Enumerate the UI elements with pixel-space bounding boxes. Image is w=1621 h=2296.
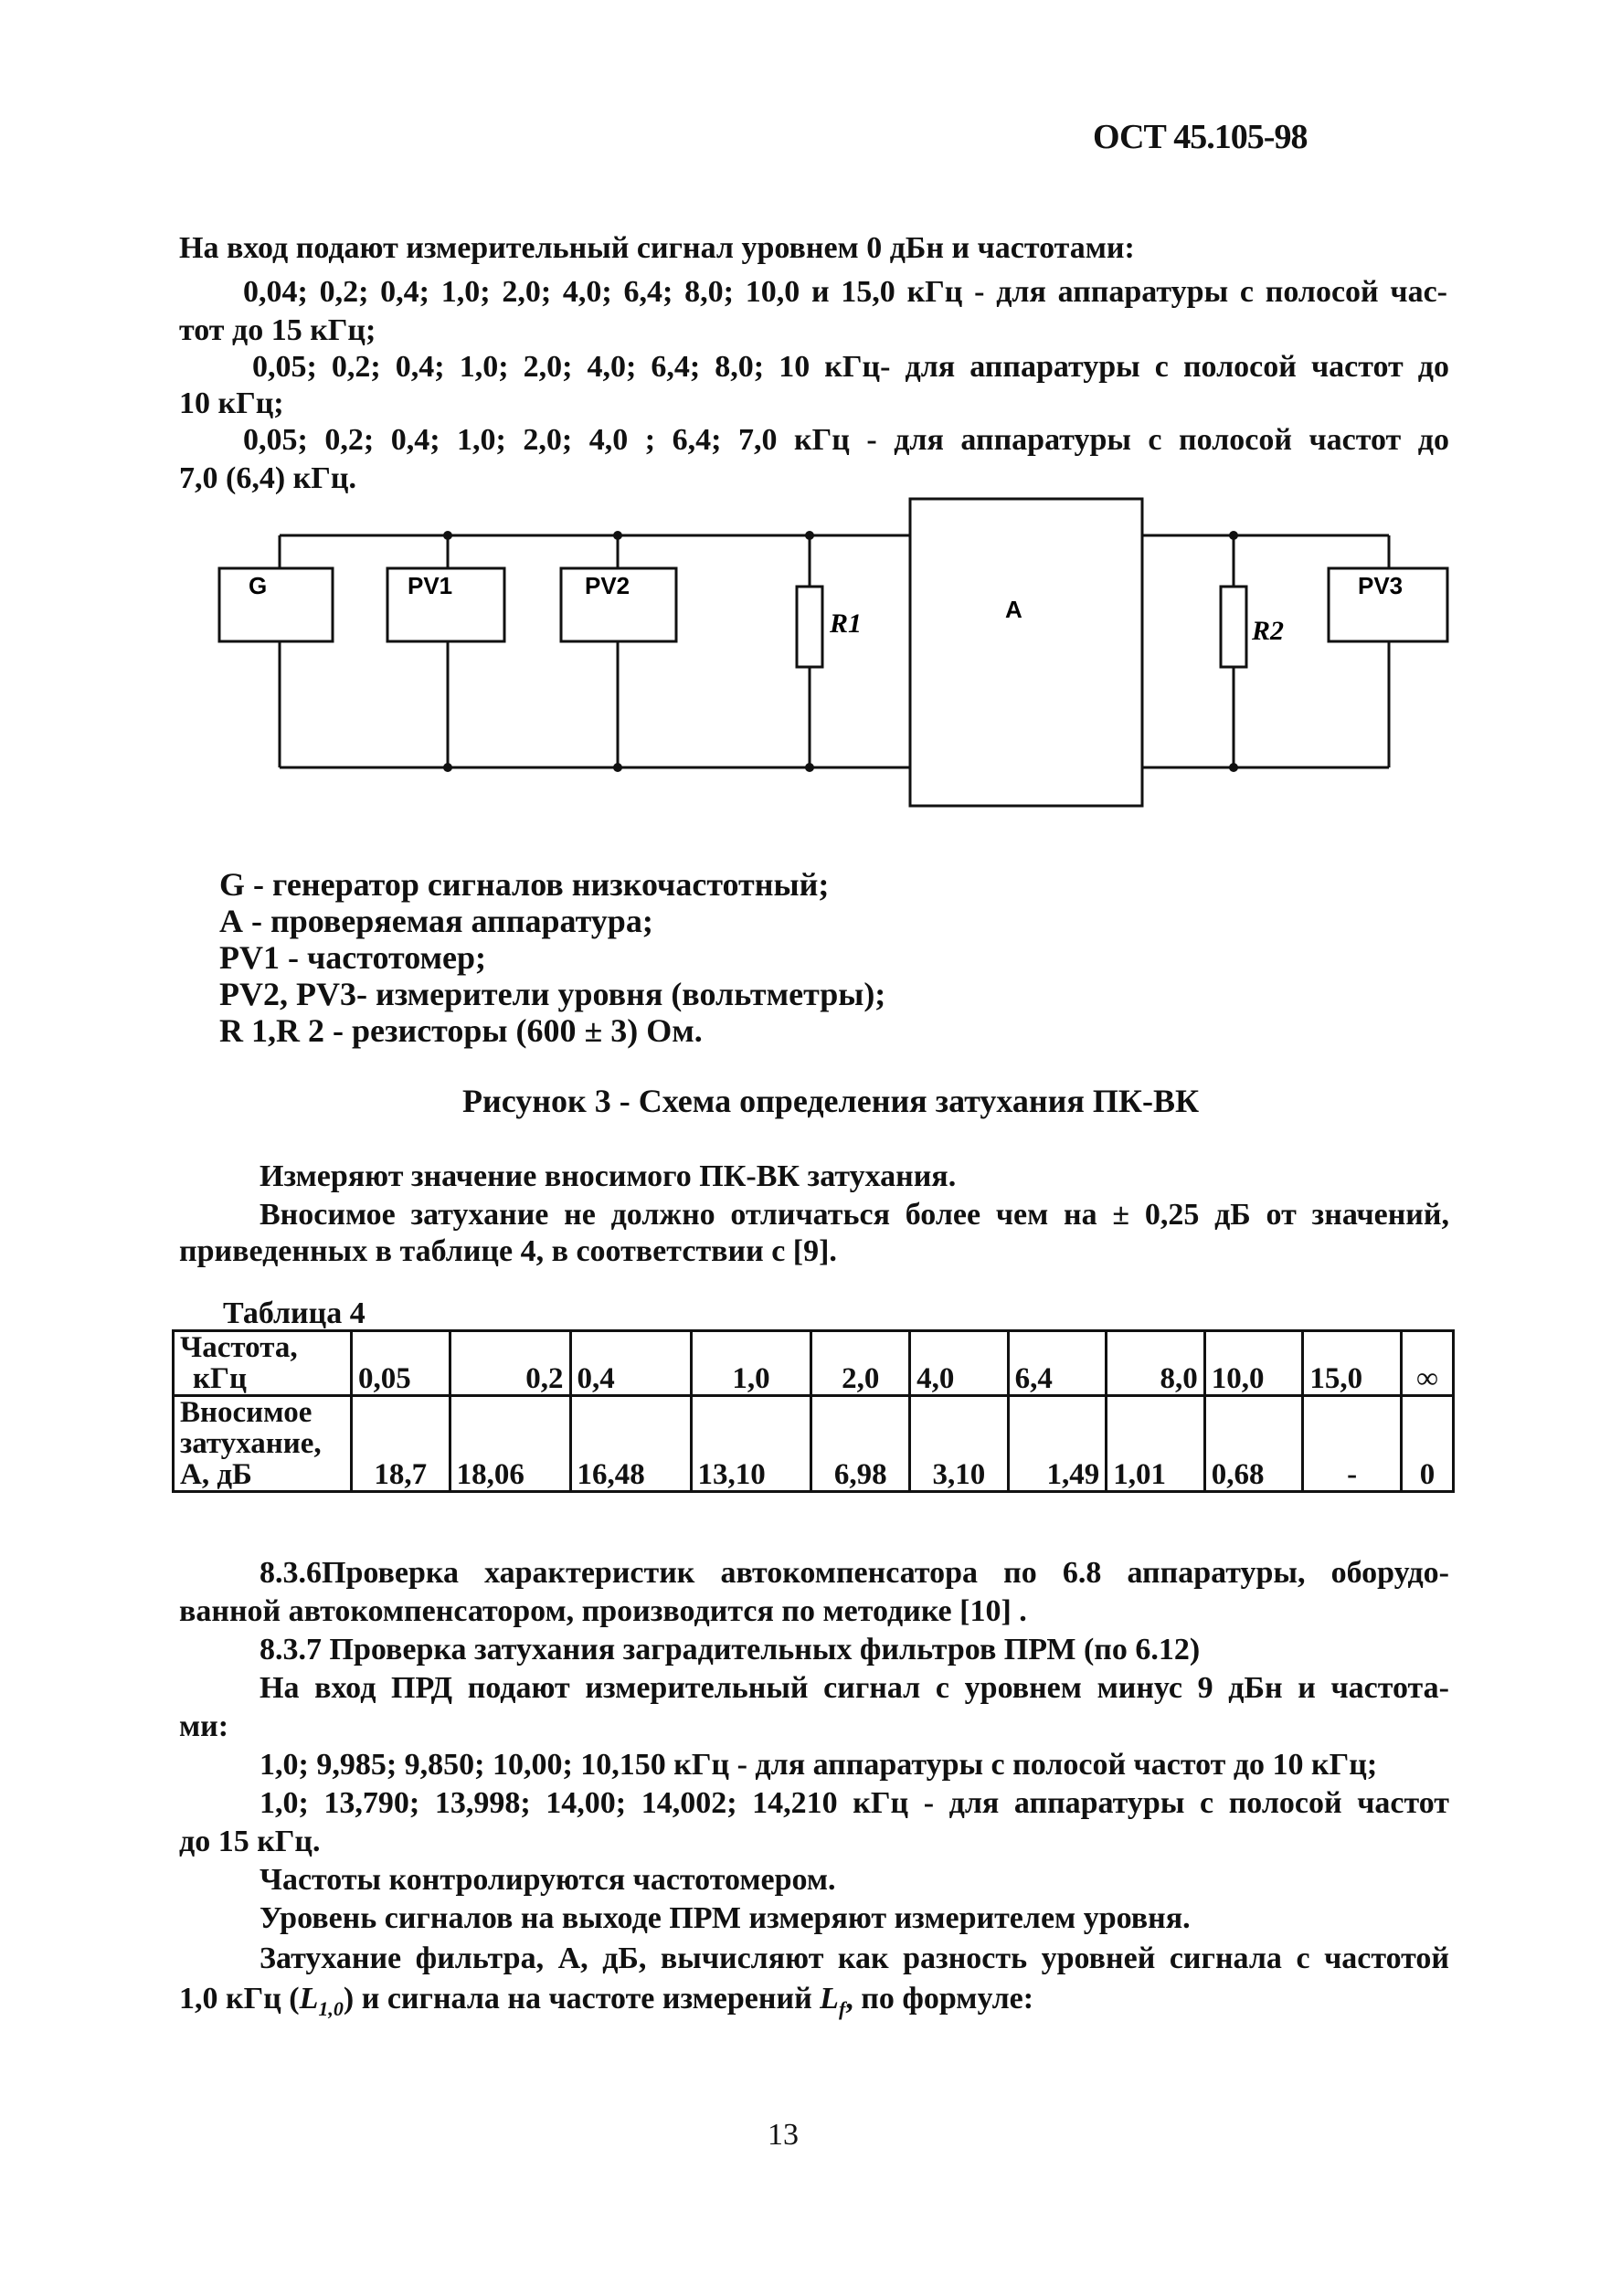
calc-line-cont bbox=[179, 1981, 1033, 2027]
document-code: ОСТ 45.105-98 bbox=[1093, 118, 1308, 156]
table-cell: 13,10 bbox=[691, 1396, 811, 1492]
freq-list-7-cont: 7,0 (6,4) кГц. bbox=[179, 461, 356, 495]
freq-list-15: 0,04; 0,2; 0,4; 1,0; 2,0; 4,0; 6,4; 8,0; 10,0 и 15,0 кГц - для аппаратуры с полосой час- bbox=[243, 275, 1447, 309]
section-836: 8.3.6Проверка характеристик автокомпенсатора по 6.8 аппаратуры, оборудо- bbox=[260, 1556, 1449, 1590]
tolerance-line: Вносимое затухание не должно отличаться более чем на ± 0,25 дБ от значений, bbox=[260, 1198, 1449, 1232]
junction-dot bbox=[1229, 763, 1238, 772]
calc-text: , по формуле: bbox=[845, 1982, 1034, 2016]
resistor-r1 bbox=[797, 587, 822, 667]
table-cell: 16,48 bbox=[570, 1396, 691, 1492]
resistor-r2 bbox=[1221, 587, 1246, 667]
calc-line: Затухание фильтра, А, дБ, вычисляют как разность уровней сигнала с частотой bbox=[260, 1942, 1449, 1975]
resistor-r2-label: R2 bbox=[1252, 616, 1285, 646]
legend-item: R 1,R 2 - резисторы (600 ± 3) Ом. bbox=[219, 1012, 703, 1049]
table-cell: 3,10 bbox=[910, 1396, 1009, 1492]
table-cell: 6,4 bbox=[1008, 1331, 1107, 1396]
level-subscript: f bbox=[838, 1996, 846, 2020]
level-measure-text: Уровень сигналов на выходе ПРМ измеряют измерителем уровня. bbox=[260, 1901, 1191, 1935]
table-cell: 0,68 bbox=[1204, 1396, 1303, 1492]
legend-item: А - проверяемая аппаратура; bbox=[219, 903, 653, 939]
block-a bbox=[910, 499, 1142, 806]
table-cell: 4,0 bbox=[910, 1331, 1009, 1396]
block-a-label: A bbox=[1005, 596, 1022, 623]
level-subscript: 1,0 bbox=[318, 1996, 344, 2020]
block-pv2-label: PV2 bbox=[585, 572, 630, 599]
table-cell: 18,06 bbox=[450, 1396, 570, 1492]
calc-text: ) и сигнала на частоте измерений bbox=[343, 1982, 812, 2016]
table-header-attenuation bbox=[174, 1396, 352, 1492]
block-pv3-label: PV3 bbox=[1358, 572, 1404, 599]
header-line: Частота, bbox=[180, 1331, 298, 1364]
table-cell: 1,49 bbox=[1008, 1396, 1107, 1492]
junction-dot bbox=[613, 531, 622, 540]
table-cell: 2,0 bbox=[811, 1331, 910, 1396]
table-cell: 0,2 bbox=[450, 1331, 570, 1396]
table-cell: 0 bbox=[1401, 1396, 1453, 1492]
table-cell: 0,05 bbox=[352, 1331, 450, 1396]
freq-list-15khz: 1,0; 13,790; 13,998; 14,00; 14,002; 14,210 кГц - для аппаратуры с полосой частот bbox=[260, 1786, 1449, 1820]
table-cell: 18,7 bbox=[352, 1396, 450, 1492]
freq-list-10khz: 1,0; 9,985; 9,850; 10,00; 10,150 кГц - для аппаратуры с полосой частот до 10 кГц; bbox=[260, 1748, 1378, 1782]
freq-list-15-cont: тот до 15 кГц; bbox=[179, 313, 376, 347]
freq-list-15khz-cont: до 15 кГц. bbox=[179, 1825, 321, 1858]
header-line: А, дБ bbox=[180, 1458, 252, 1491]
table-cell: 0,4 bbox=[570, 1331, 691, 1396]
level-symbol: L bbox=[299, 1982, 319, 2016]
level-symbol: L bbox=[820, 1982, 839, 2016]
freq-list-7: 0,05; 0,2; 0,4; 1,0; 2,0; 4,0 ; 6,4; 7,0 кГц - для аппаратуры с полосой частот до bbox=[243, 423, 1449, 457]
header-line: кГц bbox=[193, 1362, 248, 1395]
junction-dot bbox=[443, 531, 452, 540]
page-number: 13 bbox=[768, 2118, 799, 2152]
header-line: Вносимое bbox=[180, 1396, 313, 1429]
section-836-cont: ванной автокомпенсатором, производится по методике [10] . bbox=[179, 1594, 1027, 1628]
measure-line: Измеряют значение вносимого ПК-ВК затухания. bbox=[260, 1159, 957, 1193]
table-title: Таблица 4 bbox=[223, 1296, 366, 1330]
tolerance-line-cont: приведенных в таблице 4, в соответствии с [9]. bbox=[179, 1234, 837, 1268]
section-837-heading: 8.3.7 Проверка затухания заградительных фильтров ПРМ (по 6.12) bbox=[260, 1633, 1201, 1666]
legend-item: PV1 - частотомер; bbox=[219, 939, 487, 976]
frequency-control-text: Частоты контролируются частотомером. bbox=[260, 1863, 836, 1897]
circuit-diagram bbox=[0, 0, 1621, 822]
table-cell: 10,0 bbox=[1204, 1331, 1303, 1396]
legend-item: PV2, PV3- измерители уровня (вольтметры); bbox=[219, 976, 886, 1012]
table-cell: - bbox=[1303, 1396, 1402, 1492]
table-4 bbox=[172, 1329, 1455, 1493]
table-cell: 1,0 bbox=[691, 1331, 811, 1396]
legend-item: G - генератор сигналов низкочастотный; bbox=[219, 866, 830, 903]
block-pv1-label: PV1 bbox=[408, 572, 453, 599]
block-g bbox=[219, 568, 333, 641]
figure-caption: Рисунок 3 - Схема определения затухания ПК-ВК bbox=[462, 1083, 1200, 1119]
resistor-r1-label: R1 bbox=[830, 608, 863, 639]
table-cell: 6,98 bbox=[811, 1396, 910, 1492]
intro-line: На вход подают измерительный сигнал уровнем 0 дБн и частотами: bbox=[179, 231, 1135, 265]
table-cell: ∞ bbox=[1401, 1331, 1453, 1396]
junction-dot bbox=[1229, 531, 1238, 540]
junction-dot bbox=[443, 763, 452, 772]
table-header-frequency bbox=[174, 1331, 352, 1396]
input-line: На вход ПРД подают измерительный сигнал с уровнем минус 9 дБн и частота- bbox=[260, 1671, 1449, 1705]
junction-dot bbox=[805, 763, 814, 772]
table-cell: 15,0 bbox=[1303, 1331, 1402, 1396]
table-cell: 1,01 bbox=[1107, 1396, 1205, 1492]
table-cell: 8,0 bbox=[1107, 1331, 1205, 1396]
freq-list-10: 0,05; 0,2; 0,4; 1,0; 2,0; 4,0; 6,4; 8,0; 10 кГц- для аппаратуры с полосой частот до bbox=[252, 350, 1449, 384]
table-row-attenuation bbox=[174, 1396, 1454, 1492]
block-g-label: G bbox=[249, 572, 268, 599]
freq-list-10-cont: 10 кГц; bbox=[179, 386, 284, 420]
junction-dot bbox=[805, 531, 814, 540]
input-line-cont: ми: bbox=[179, 1709, 229, 1743]
table-row-frequency bbox=[174, 1331, 1454, 1396]
junction-dot bbox=[613, 763, 622, 772]
calc-text: 1,0 кГц ( bbox=[179, 1982, 300, 2016]
header-line: затухание, bbox=[180, 1427, 322, 1460]
